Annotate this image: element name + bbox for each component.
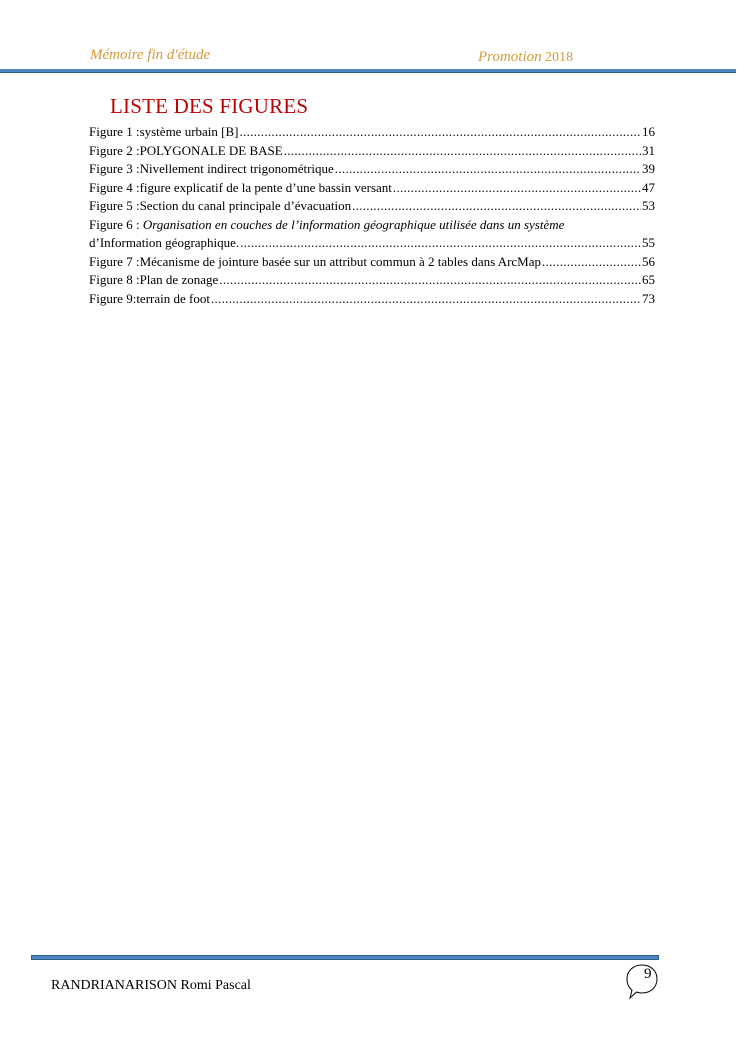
toc-entry-label: Figure 7 : (89, 253, 140, 269)
toc-leader (352, 197, 641, 216)
header-divider (0, 69, 736, 73)
toc-entry-desc-continued: d’Information géographique. (89, 235, 240, 250)
footer-page-number-badge (624, 963, 660, 1001)
toc-entry-label: Figure 3 : (89, 161, 140, 176)
toc-entry-page: 47 (642, 179, 655, 195)
toc-title: LISTE DES FIGURES (110, 94, 309, 118)
toc-entry[interactable] (89, 271, 655, 290)
toc-entry-desc: POLYGONALE DE BASE (139, 142, 283, 158)
figure-list (89, 123, 655, 308)
header-document-title: Mémoire fin d'étude (90, 47, 211, 63)
toc-leader (284, 142, 641, 161)
toc-entry-label: Figure 8 : (89, 272, 140, 287)
toc-entry-label: Figure 4 : (89, 179, 140, 195)
toc-leader (393, 179, 641, 198)
footer-author: RANDRIANARISON Romi Pascal (51, 978, 251, 993)
toc-entry-page: 53 (642, 198, 655, 213)
header-promotion (478, 49, 573, 66)
toc-entry-desc: Organisation en couches de l’information géographique utilisée dans un système (142, 216, 565, 232)
toc-entry-desc: Plan de zonage (139, 272, 219, 287)
toc-entry-label: Figure 9: (89, 290, 137, 306)
toc-entry-page: 56 (642, 253, 655, 269)
toc-leader (239, 123, 641, 142)
toc-leader (211, 290, 641, 309)
toc-leader (335, 160, 641, 179)
footer-divider (31, 955, 659, 960)
toc-entry-label: Figure 6 : (89, 216, 143, 232)
toc-entry-desc: Section du canal principale d’évacuation (139, 198, 352, 213)
toc-entry-desc: terrain de foot (136, 290, 210, 306)
toc-entry[interactable] (89, 197, 655, 216)
toc-entry-page: 55 (642, 235, 655, 250)
toc-entry[interactable] (89, 160, 655, 179)
toc-entry-page: 31 (642, 142, 655, 158)
toc-entry-desc: Mécanisme de jointure basée sur un attribut commun à 2 tables dans ArcMap (139, 253, 542, 269)
speech-bubble-icon (624, 963, 660, 1001)
toc-entry[interactable] (89, 142, 655, 161)
toc-entry-page: 65 (642, 272, 655, 287)
toc-entry-desc: système urbain [B] (139, 124, 239, 139)
toc-entry[interactable] (89, 290, 655, 309)
toc-entry-desc: Nivellement indirect trigonométrique (139, 161, 334, 176)
page-number: 9 (644, 966, 652, 982)
toc-entry-label: Figure 5 : (89, 198, 140, 213)
toc-entry-desc: figure explicatif de la pente d’une bassin versant (139, 179, 392, 195)
toc-entry-page: 39 (642, 161, 655, 176)
toc-entry[interactable] (89, 253, 655, 272)
toc-entry-label: Figure 2 : (89, 142, 140, 158)
toc-leader (542, 253, 641, 272)
header-promotion-year: 2018 (545, 50, 574, 65)
header-promotion-label: Promotion (478, 49, 542, 65)
toc-leader (240, 234, 641, 253)
toc-leader (219, 271, 641, 290)
toc-entry[interactable] (89, 179, 655, 198)
toc-entry-page: 16 (642, 124, 655, 139)
toc-entry-label: Figure 1 : (89, 124, 140, 139)
toc-entry[interactable] (89, 123, 655, 142)
toc-entry-multiline[interactable] (89, 216, 655, 253)
toc-entry-page: 73 (642, 290, 655, 306)
